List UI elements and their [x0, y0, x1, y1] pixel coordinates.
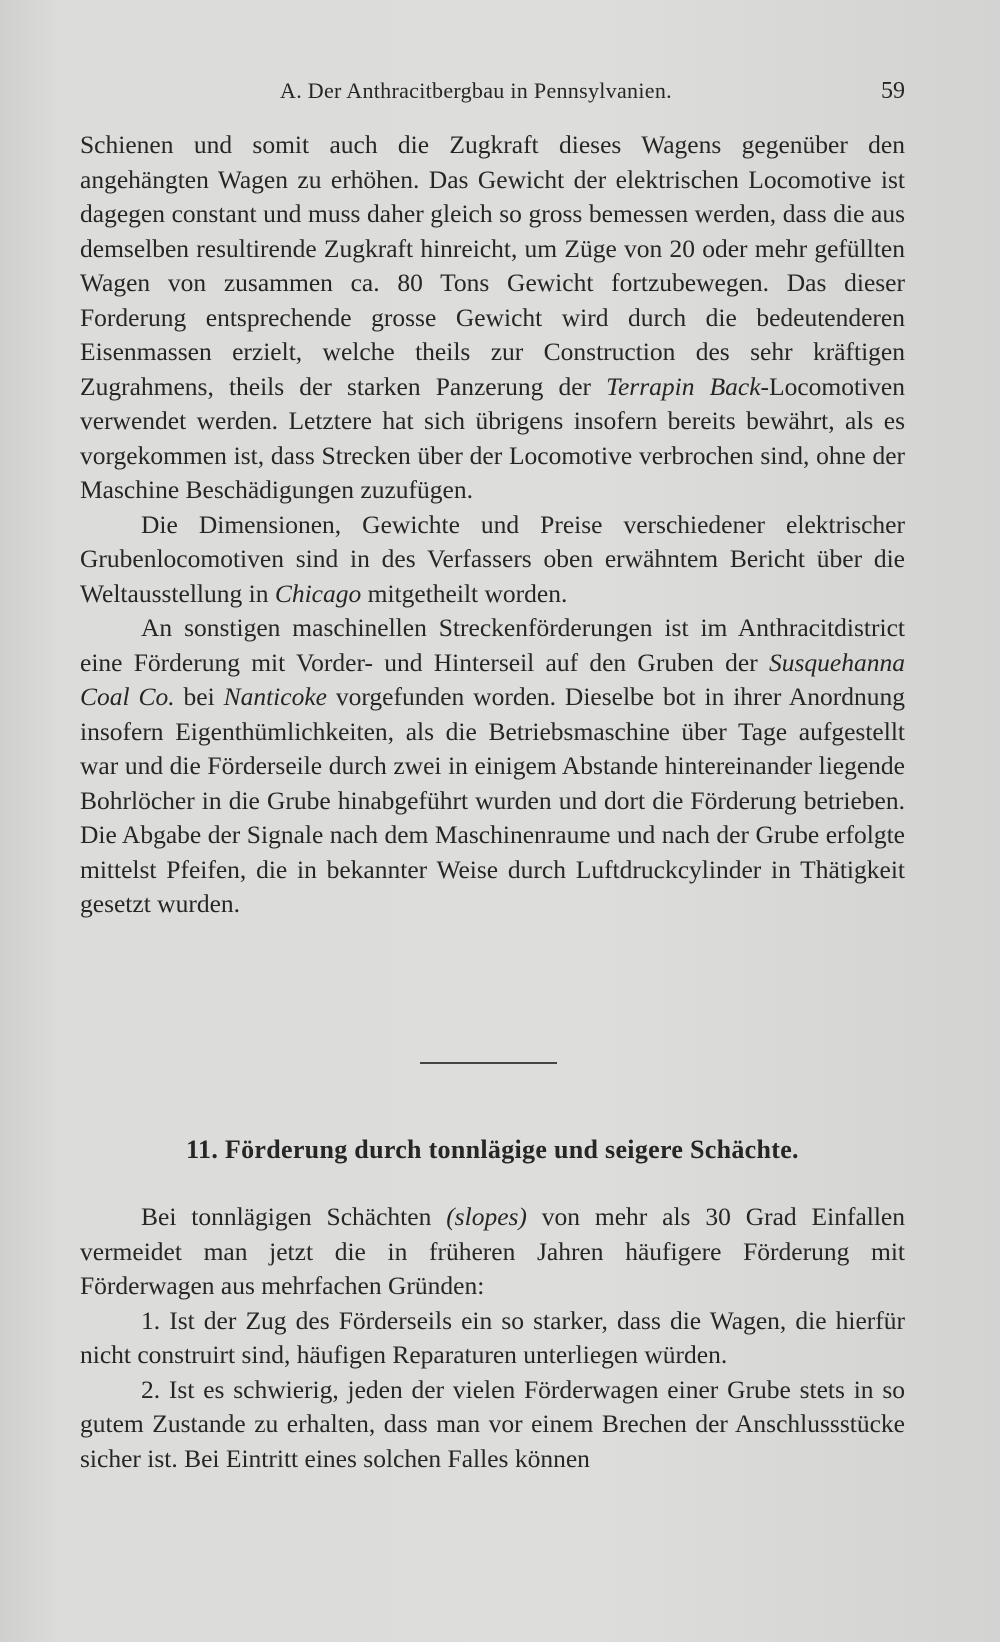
italic-term: (slopes): [446, 1202, 527, 1231]
page-header: [80, 78, 905, 112]
running-title: A. Der Anthracitbergbau in Pennsylvanien.: [280, 78, 672, 103]
text-run: Die Dimensionen, Gewichte und Preise verschiedener elektrischer Grubenlocomotiven sind in des Verfassers oben erwähntem Bericht über die Weltausstellung in: [80, 509, 905, 608]
numbered-item-2: 2. Ist es schwierig, jeden der vielen Förderwagen einer Grube stets in so gutem Zustande zu erhalten, dass man vor einem Brechen der Anschlussstücke sicher ist. Bei Eintritt eines solchen Falles können: [80, 1374, 905, 1473]
page-number: 59: [881, 78, 905, 104]
italic-term: Nanticoke: [223, 682, 327, 711]
italic-term: Terrapin Back: [606, 371, 761, 401]
paragraph-slopes: [80, 1200, 905, 1304]
italic-term: Susquehanna Coal Co.: [80, 647, 905, 711]
text-run: mitgetheilt worden.: [361, 578, 568, 608]
text-run: Schienen und somit auch die Zugkraft dieses Wagens gegenüber den angehängten Wagen zu erhöhen. Das Gewicht der elektrischen Locomotive ist dagegen constant und muss daher gleich so gross bemessen werden, dass die aus demselben resultirende Zugkraft hinreicht, um Züge von 20 oder mehr gefüllten Wagen von zusammen ca. 80 Tons Gewicht fortzubewegen. Das dieser Forderung entsprechende grosse Gewicht wird durch die bedeutenderen Eisenmassen erzielt, welche theils zur Construction des sehr kräftigen Zugrahmens, theils der starken Panzerung der: [80, 130, 905, 401]
text-run: bei: [174, 682, 224, 711]
body-text-lower: [80, 1200, 905, 1476]
text-run: von mehr als 30 Grad Einfallen vermeidet man jetzt die in früheren Jahren häufigere Förderung mit Förderwagen aus mehrfachen Gründen:: [80, 1202, 906, 1300]
paragraph-streckenfoerderung: [80, 611, 905, 922]
text-run: vorgefunden worden. Dieselbe bot in ihrer Anordnung insofern Eigenthümlichkeiten, als die Betriebsmaschine über Tage aufgestellt war und die Förderseile durch zwei in einigem Abstande hintereinander liegende Bohrlöcher in die Grube hinabgeführt wurden und dort die Förderung betrieben. Die Abgabe der Signale nach dem Maschinenraume und nach der Grube erfolgte mittelst Pfeifen, die in bekannter Weise durch Luftdruckcylinder in Thätigkeit gesetzt wurden.: [80, 682, 906, 918]
text-run: -Locomotiven verwendet werden. Letztere hat sich übrigens insofern bereits bewährt, als es vorgekommen ist, dass Strecken über der Locomotive verbrochen sind, ohne der Maschine Beschädigungen zuzufügen.: [80, 371, 906, 504]
numbered-item-1: 1. Ist der Zug des Förderseils ein so starker, dass die Wagen, die hierfür nicht construirt sind, häufigen Reparaturen unterliegen würden.: [80, 1305, 905, 1369]
italic-term: Chicago: [274, 578, 362, 608]
section-heading: 11. Förderung durch tonnlägige und seigere Schächte.: [186, 1135, 799, 1164]
section-divider-rule: [420, 1062, 557, 1064]
text-run: Bei tonnlägigen Schächten: [141, 1202, 447, 1231]
paragraph-dimensions: [80, 508, 905, 612]
text-run: An sonstigen maschinellen Streckenförderungen ist im Anthracitdistrict eine Förderung mit Vorder- und Hinterseil auf den Gruben der: [80, 613, 905, 677]
paragraph-continued: [80, 128, 905, 508]
body-text-upper: [80, 128, 905, 922]
